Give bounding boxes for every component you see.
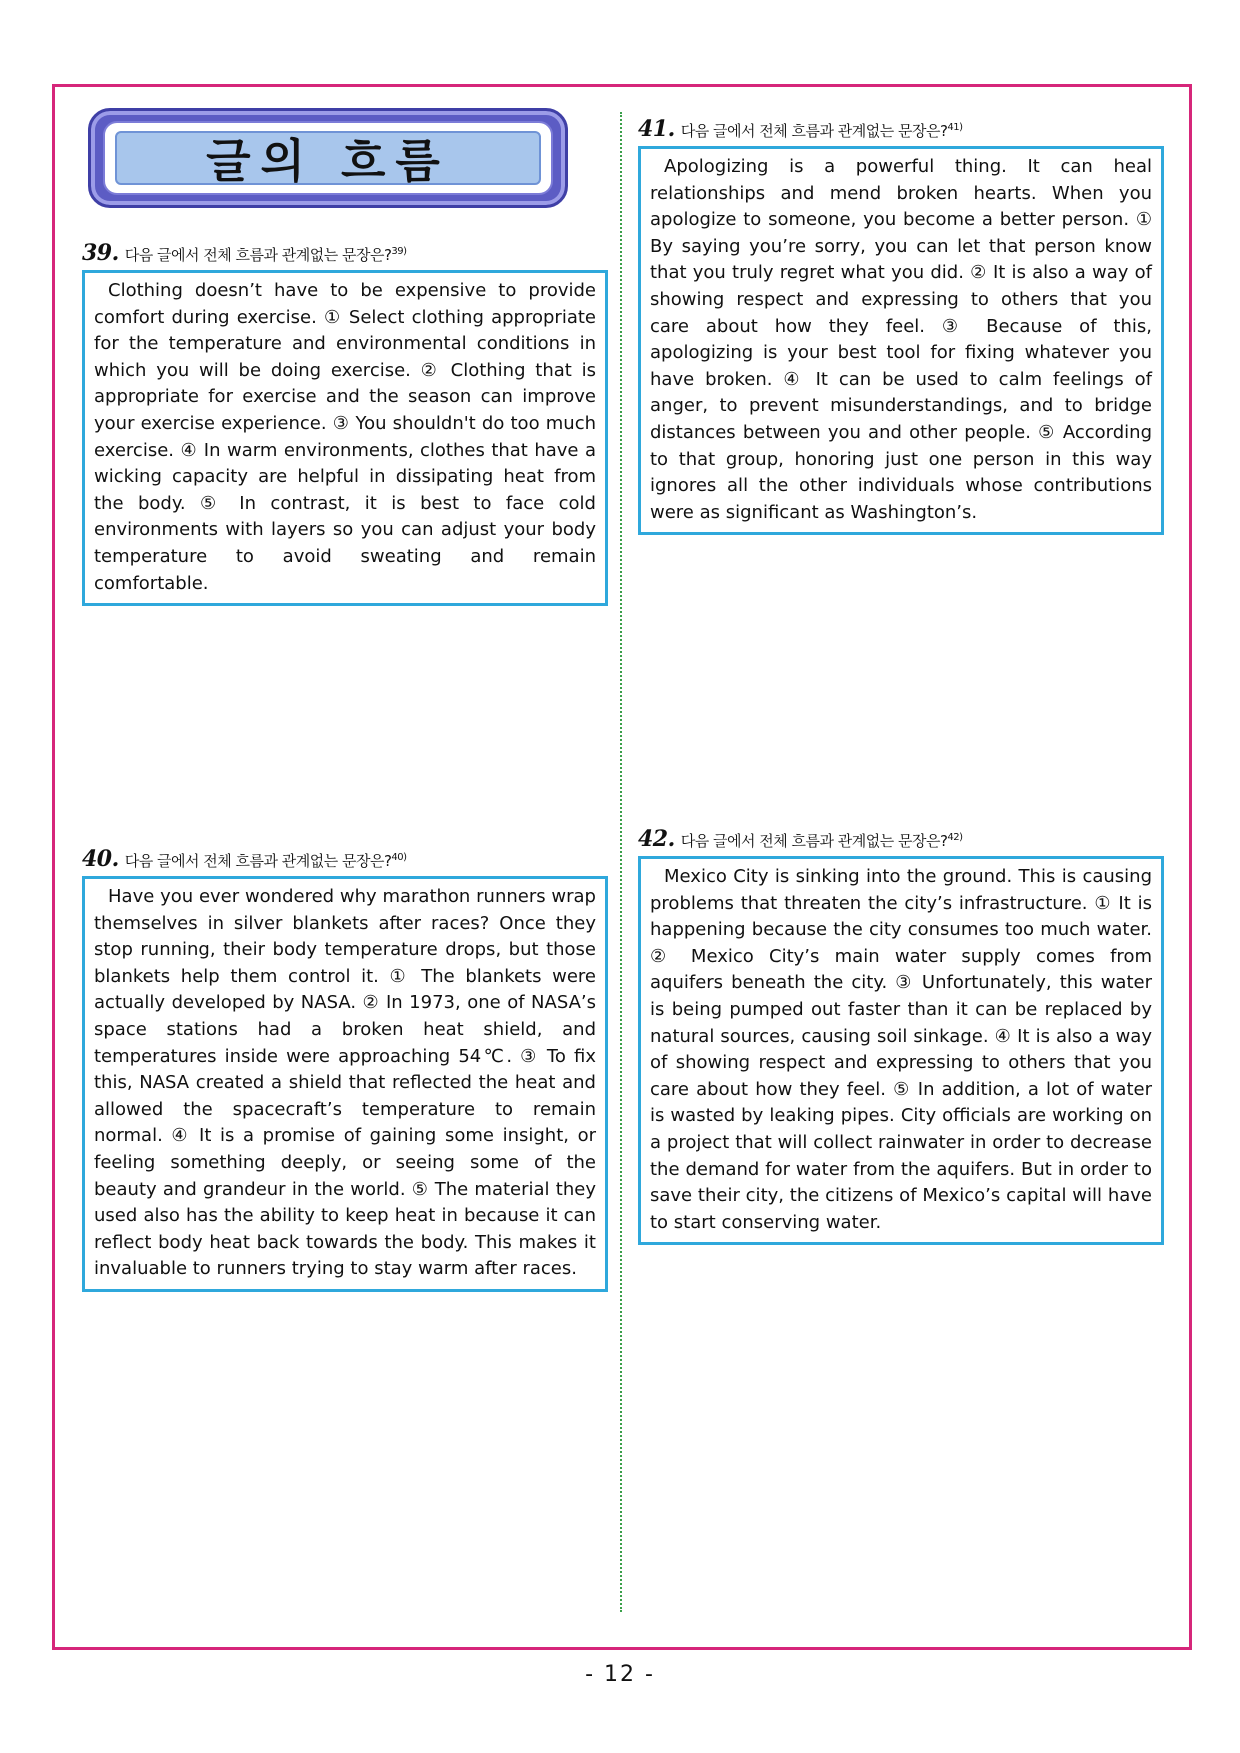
question-number: 40. [82,846,119,872]
question-41 [638,116,1164,535]
question-39 [82,240,608,606]
footnote-marker: 41) [947,122,963,133]
passage-box: Have you ever wondered why marathon runners wrap themselves in silver blankets after races? Once they stop running, their body temperature drops, but those blankets help them control it. ① The blankets were actually developed by NASA. ② In 1973, one of NASA’s space stations had a broken heat shield, and temperatures inside were approaching 54℃. ③ To fix this, NASA created a shield that reflected the heat and allowed the spacecraft’s temperature to remain normal. ④ It is a promise of gaining some insight, or feeling something deeply, or seeing some of the beauty and grandeur in the world. ⑤ The material they used also has the ability to keep heat in because it can reflect body heat back towards the body. This makes it invaluable to runners trying to stay warm after races. [82,876,608,1292]
question-header [82,846,608,872]
question-header [82,240,608,266]
passage-box: Clothing doesn’t have to be expensive to provide comfort during exercise. ① Select clothing appropriate for the temperature and environmental conditions in which you will be doing exercise. ② Clothing that is appropriate for exercise and the season can improve your exercise experience. ③ You shouldn't do too much exercise. ④ In warm environments, clothes that have a wicking capacity are helpful in dissipating heat from the body. ⑤ In contrast, it is best to face cold environments with layers so you can adjust your body temperature to avoid sweating and remain comfortable. [82,270,608,606]
question-prompt: 다음 글에서 전체 흐름과 관계없는 문장은?$^{42)}$ [680,832,963,850]
section-title: 글의 흐름 [206,134,450,188]
footnote-marker: 42) [947,832,963,843]
question-42 [638,826,1164,1245]
column-divider [620,112,622,1612]
question-prompt: 다음 글에서 전체 흐름과 관계없는 문장은?$^{39)}$ [124,246,407,264]
footnote-marker: 40) [391,852,407,863]
footnote-marker: 39) [391,246,407,257]
question-prompt: 다음 글에서 전체 흐름과 관계없는 문장은?$^{41)}$ [680,122,963,140]
question-number: 39. [82,240,119,266]
title-banner [88,108,568,208]
passage-box: Apologizing is a powerful thing. It can heal relationships and mend broken hearts. When you apologize to someone, you become a better person. ① By saying you’re sorry, you can let that person know that you truly regret what you did. ② It is also a way of showing respect and expressing to others that you care about how they feel. ③ Because of this, apologizing is your best tool for fixing whatever you have broken. ④ It can be used to calm feelings of anger, to prevent misunderstandings, and to bridge distances between you and other people. ⑤ According to that group, honoring just one person in this way ignores all the other individuals whose contributions were as significant as Washington’s. [638,146,1164,535]
question-header [638,826,1164,852]
question-prompt: 다음 글에서 전체 흐름과 관계없는 문장은?$^{40)}$ [124,852,407,870]
question-number: 42. [638,826,675,852]
question-40 [82,846,608,1292]
question-header [638,116,1164,142]
question-number: 41. [638,116,675,142]
page-number: - 12 - [585,1662,655,1687]
passage-box: Mexico City is sinking into the ground. This is causing problems that threaten the city’s infrastructure. ① It is happening because the city consumes too much water. ② Mexico City’s main water supply comes from aquifers beneath the city. ③ Unfortunately, this water is being pumped out faster than it can be replaced by natural sources, causing soil sinkage. ④ It is also a way of showing respect and expressing to others that you care about how they feel. ⑤ In addition, a lot of water is wasted by leaking pipes. City officials are working on a project that will collect rainwater in order to decrease the demand for water from the aquifers. But in order to save their city, the citizens of Mexico’s capital will have to start conserving water. [638,856,1164,1245]
